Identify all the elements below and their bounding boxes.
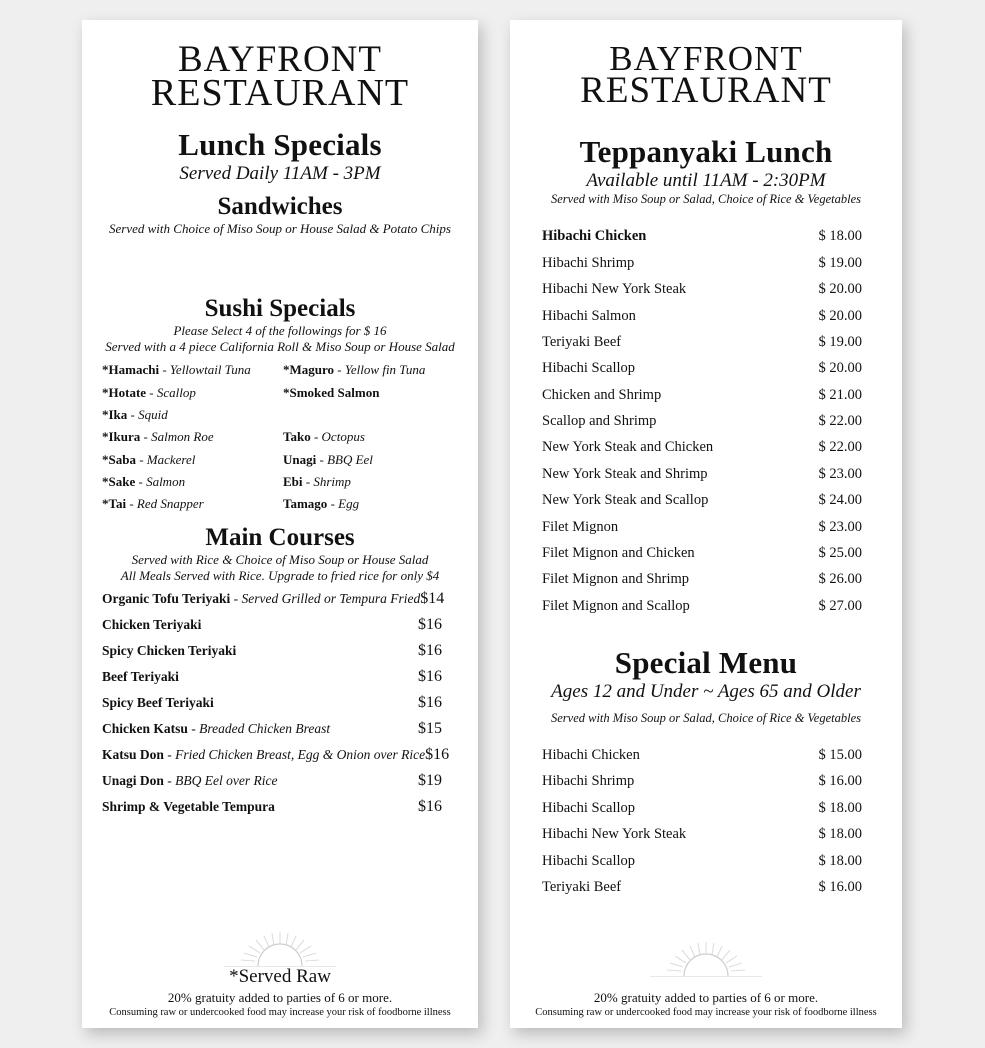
sushi-item-description: - Yellow fin Tuna xyxy=(334,362,426,378)
main-course-price: $19 xyxy=(418,772,442,790)
foodborne-warning-right: Consuming raw or undercooked food may increase your risk of foodborne illness xyxy=(535,1007,877,1018)
special-menu-row-name: Hibachi Scallop xyxy=(542,799,636,816)
sushi-item-name: Tako xyxy=(283,429,311,445)
sushi-item-name: *Smoked Salmon xyxy=(283,384,380,400)
logo-line-1: BAYFRONT xyxy=(177,39,383,80)
main-course-price: $16 xyxy=(418,667,442,685)
teppanyaki-row xyxy=(524,329,888,355)
sushi-item-description: - BBQ Eel xyxy=(316,451,373,467)
teppanyaki-row-name: Scallop and Shrimp xyxy=(542,413,657,430)
sushi-item-description: - Squid xyxy=(127,406,168,422)
sushi-item-grid xyxy=(96,355,464,516)
special-menu-row-name: Hibachi Scallop xyxy=(542,852,636,869)
teppanyaki-row-price: $ 22.00 xyxy=(818,439,862,456)
teppanyaki-row xyxy=(524,593,888,619)
sandwich-row xyxy=(96,261,464,269)
teppanyaki-row xyxy=(524,461,888,487)
main-course-row xyxy=(96,690,464,716)
main-courses-section-note-1: Served with Rice & Choice of Miso Soup or House Salad xyxy=(131,551,429,567)
teppanyaki-row-price: $ 20.00 xyxy=(818,360,862,377)
teppanyaki-row-name: Hibachi New York Steak xyxy=(542,281,687,298)
sushi-item-name: *Hotate xyxy=(102,384,147,400)
footer-left xyxy=(96,930,464,1018)
teppanyaki-row-price: $ 20.00 xyxy=(818,307,862,324)
main-course-label: Chicken Teriyaki xyxy=(102,616,202,632)
sushi-item xyxy=(102,359,279,381)
sushi-item-empty xyxy=(283,404,460,426)
special-menu-row-price: $ 15.00 xyxy=(818,747,862,764)
main-course-name xyxy=(102,770,277,792)
sandwiches-item-list xyxy=(96,239,464,279)
teppanyaki-row-price: $ 22.00 xyxy=(818,413,862,430)
sandwiches-section-note: Served with Choice of Miso Soup or House Salad & Potato Chips xyxy=(109,221,451,237)
sushi-item xyxy=(283,359,460,381)
teppanyaki-row xyxy=(524,487,888,513)
sushi-item-name: *Saba xyxy=(102,451,136,467)
sushi-item-name: Unagi xyxy=(283,451,317,467)
main-course-row xyxy=(96,664,464,690)
main-course-name xyxy=(102,718,330,740)
sandwich-price xyxy=(416,241,464,249)
lunch-specials-subtitle: Served Daily 11AM - 3PM xyxy=(179,163,381,185)
served-raw-note: *Served Raw xyxy=(229,966,331,987)
gratuity-note-right: 20% gratuity added to parties of 6 or more. xyxy=(593,990,819,1005)
logo-line-2: RESTAURANT xyxy=(150,72,410,115)
sushi-item xyxy=(283,471,460,493)
main-course-row xyxy=(96,716,464,742)
teppanyaki-row-name: Filet Mignon and Shrimp xyxy=(542,571,690,588)
sushi-item-description: - Mackerel xyxy=(135,451,196,467)
sandwich-row xyxy=(96,271,464,279)
teppanyaki-row-price: $ 25.00 xyxy=(818,544,862,561)
sandwich-price xyxy=(416,251,464,259)
special-menu-row-price: $ 16.00 xyxy=(818,878,862,895)
teppanyaki-row-name: New York Steak and Chicken xyxy=(542,439,714,456)
teppanyaki-row-price: $ 24.00 xyxy=(818,492,862,509)
special-menu-row-name: Hibachi Chicken xyxy=(542,747,640,764)
main-course-label: Chicken Katsu xyxy=(102,721,188,737)
special-menu-row xyxy=(524,768,888,794)
main-course-name xyxy=(102,614,201,636)
main-course-row xyxy=(96,768,464,794)
special-menu-title: Special Menu xyxy=(614,645,798,681)
main-course-row xyxy=(96,638,464,664)
teppanyaki-row xyxy=(524,514,888,540)
sushi-item-description: - Salmon xyxy=(135,474,186,490)
main-course-price: $16 xyxy=(418,641,442,659)
sunburst-icon-right xyxy=(646,940,766,980)
teppanyaki-row xyxy=(524,355,888,381)
main-course-name xyxy=(102,666,179,688)
special-menu-note: Served with Miso Soup or Salad, Choice of Rice & Vegetables xyxy=(550,711,862,726)
main-course-description: - Breaded Chicken Breast xyxy=(187,721,331,737)
teppanyaki-row xyxy=(524,303,888,329)
special-menu-row xyxy=(524,742,888,768)
teppanyaki-row-name: Hibachi Salmon xyxy=(542,307,636,324)
menu-page-left xyxy=(82,20,478,1028)
special-menu-subtitle: Ages 12 and Under ~ Ages 65 and Older xyxy=(551,681,861,703)
foodborne-warning-left: Consuming raw or undercooked food may increase your risk of foodborne illness xyxy=(109,1007,451,1018)
special-menu-row-price: $ 18.00 xyxy=(818,799,862,816)
main-course-price: $16 xyxy=(418,615,442,633)
sushi-item xyxy=(283,493,460,515)
special-menu-row-price: $ 18.00 xyxy=(818,852,862,869)
logo-line-2-right: RESTAURANT xyxy=(580,70,832,112)
teppanyaki-row-name: Hibachi Scallop xyxy=(542,360,636,377)
main-course-description: - Fried Chicken Breast, Egg & Onion over Rice xyxy=(163,747,426,763)
teppanyaki-row xyxy=(524,408,888,434)
teppanyaki-row-price: $ 27.00 xyxy=(818,597,862,614)
menu-page-right xyxy=(510,20,902,1028)
sushi-item-name: Ebi xyxy=(283,474,303,490)
main-course-label: Beef Teriyaki xyxy=(102,668,179,684)
sushi-item xyxy=(102,426,279,448)
main-course-price: $15 xyxy=(418,720,442,738)
sushi-item xyxy=(283,382,460,404)
teppanyaki-row-price: $ 19.00 xyxy=(818,254,862,271)
main-course-name xyxy=(102,796,275,818)
sushi-item-description: - Shrimp xyxy=(302,474,351,490)
sushi-item-name: Tamago xyxy=(283,496,328,512)
main-course-label: Spicy Beef Teriyaki xyxy=(102,695,214,711)
sushi-item xyxy=(102,493,279,515)
sushi-item-name: *Maguro xyxy=(283,362,335,378)
sandwich-price xyxy=(416,271,464,279)
main-course-description: - BBQ Eel over Rice xyxy=(163,773,278,789)
sushi-section-note-1: Please Select 4 of the followings for $ 16 xyxy=(173,323,387,339)
teppanyaki-row-name: Chicken and Shrimp xyxy=(542,386,662,403)
teppanyaki-note: Served with Miso Soup or Salad, Choice of Rice & Vegetables xyxy=(550,192,862,207)
sushi-item xyxy=(102,471,279,493)
teppanyaki-row-price: $ 26.00 xyxy=(818,571,862,588)
special-menu-row-name: Teriyaki Beef xyxy=(542,878,622,895)
teppanyaki-row-name: Filet Mignon and Chicken xyxy=(542,544,695,561)
gratuity-note-left: 20% gratuity added to parties of 6 or more. xyxy=(167,990,393,1005)
teppanyaki-row xyxy=(524,540,888,566)
restaurant-logo-right xyxy=(524,39,888,112)
main-course-label: Unagi Don xyxy=(102,773,164,789)
special-menu-row xyxy=(524,795,888,821)
teppanyaki-item-list xyxy=(524,223,888,619)
sushi-item-description: - Yellowtail Tuna xyxy=(159,362,251,378)
special-menu-row-price: $ 16.00 xyxy=(818,773,862,790)
restaurant-logo-left xyxy=(96,39,464,115)
teppanyaki-row xyxy=(524,566,888,592)
sunburst-icon xyxy=(220,930,340,970)
teppanyaki-row-price: $ 18.00 xyxy=(818,228,862,245)
teppanyaki-row-name: Filet Mignon xyxy=(542,518,619,535)
sushi-item xyxy=(102,382,279,404)
teppanyaki-row-price: $ 19.00 xyxy=(818,333,862,350)
sushi-item-name: *Tai xyxy=(102,496,127,512)
main-course-name xyxy=(102,744,425,766)
sandwich-row xyxy=(96,251,464,259)
teppanyaki-row-price: $ 23.00 xyxy=(818,518,862,535)
main-course-price: $16 xyxy=(425,746,450,764)
teppanyaki-row xyxy=(524,276,888,302)
teppanyaki-row-name: New York Steak and Scallop xyxy=(542,492,709,509)
sushi-section-note-2: Served with a 4 piece California Roll & Miso Soup or House Salad xyxy=(105,339,455,355)
sandwich-row xyxy=(96,241,464,249)
sushi-item-description: - Salmon Roe xyxy=(140,429,214,445)
main-course-label: Katsu Don xyxy=(102,747,164,763)
main-courses-section-note-2: All Meals Served with Rice. Upgrade to fried rice for only $4 xyxy=(120,567,440,583)
main-course-label: Spicy Chicken Teriyaki xyxy=(102,642,237,658)
teppanyaki-row-price: $ 21.00 xyxy=(818,386,862,403)
main-course-row xyxy=(96,586,464,612)
sushi-item-description: - Red Snapper xyxy=(126,496,204,512)
main-course-row xyxy=(96,742,464,768)
main-course-description: - Served Grilled or Tempura Fried xyxy=(230,590,421,606)
sandwich-price xyxy=(416,261,464,269)
sushi-section-title: Sushi Specials xyxy=(204,295,356,323)
main-course-row xyxy=(96,612,464,638)
main-courses-section-title: Main Courses xyxy=(205,523,355,551)
sushi-item xyxy=(283,426,460,448)
teppanyaki-row-name: Hibachi Shrimp xyxy=(542,254,635,271)
special-menu-row-name: Hibachi Shrimp xyxy=(542,773,635,790)
main-course-name xyxy=(102,640,236,662)
special-menu-row-name: Hibachi New York Steak xyxy=(542,826,687,843)
main-course-row xyxy=(96,794,464,820)
main-course-price: $16 xyxy=(418,694,442,712)
teppanyaki-row-price: $ 23.00 xyxy=(818,465,862,482)
teppanyaki-row xyxy=(524,382,888,408)
sushi-item xyxy=(102,404,279,426)
special-menu-row-price: $ 18.00 xyxy=(818,826,862,843)
main-course-name xyxy=(102,588,420,610)
special-menu-row xyxy=(524,821,888,847)
sandwiches-section-title: Sandwiches xyxy=(217,193,343,221)
special-menu-item-list xyxy=(524,742,888,900)
teppanyaki-title: Teppanyaki Lunch xyxy=(579,134,833,170)
main-courses-item-list xyxy=(96,586,464,821)
teppanyaki-row-name: New York Steak and Shrimp xyxy=(542,465,708,482)
sushi-item-description: - Octopus xyxy=(310,429,365,445)
teppanyaki-subtitle: Available until 11AM - 2:30PM xyxy=(586,170,826,192)
teppanyaki-row xyxy=(524,223,888,249)
sushi-item-description: - Egg xyxy=(327,496,360,512)
sushi-item-name: *Hamachi xyxy=(102,362,160,378)
teppanyaki-row-price: $ 20.00 xyxy=(818,281,862,298)
main-course-label: Organic Tofu Teriyaki xyxy=(102,590,231,606)
logo-line-1-right: BAYFRONT xyxy=(609,39,803,78)
main-course-price: $14 xyxy=(420,589,445,607)
lunch-specials-title: Lunch Specials xyxy=(178,127,382,163)
footer-right xyxy=(524,940,888,1018)
sushi-item xyxy=(102,449,279,471)
teppanyaki-row xyxy=(524,250,888,276)
teppanyaki-row-name: Hibachi Chicken xyxy=(542,228,647,245)
main-course-name xyxy=(102,692,214,714)
teppanyaki-row-name: Teriyaki Beef xyxy=(542,333,622,350)
teppanyaki-row-name: Filet Mignon and Scallop xyxy=(542,597,690,614)
special-menu-row xyxy=(524,848,888,874)
sushi-item-description: - Scallop xyxy=(146,384,196,400)
main-course-label: Shrimp & Vegetable Tempura xyxy=(102,799,275,815)
sushi-item-name: *Ikura xyxy=(102,429,141,445)
special-menu-row xyxy=(524,874,888,900)
teppanyaki-row xyxy=(524,434,888,460)
sushi-item-name: *Sake xyxy=(102,474,136,490)
sushi-item xyxy=(283,449,460,471)
main-course-price: $16 xyxy=(418,798,442,816)
sushi-item-name: *Ika xyxy=(102,406,128,422)
